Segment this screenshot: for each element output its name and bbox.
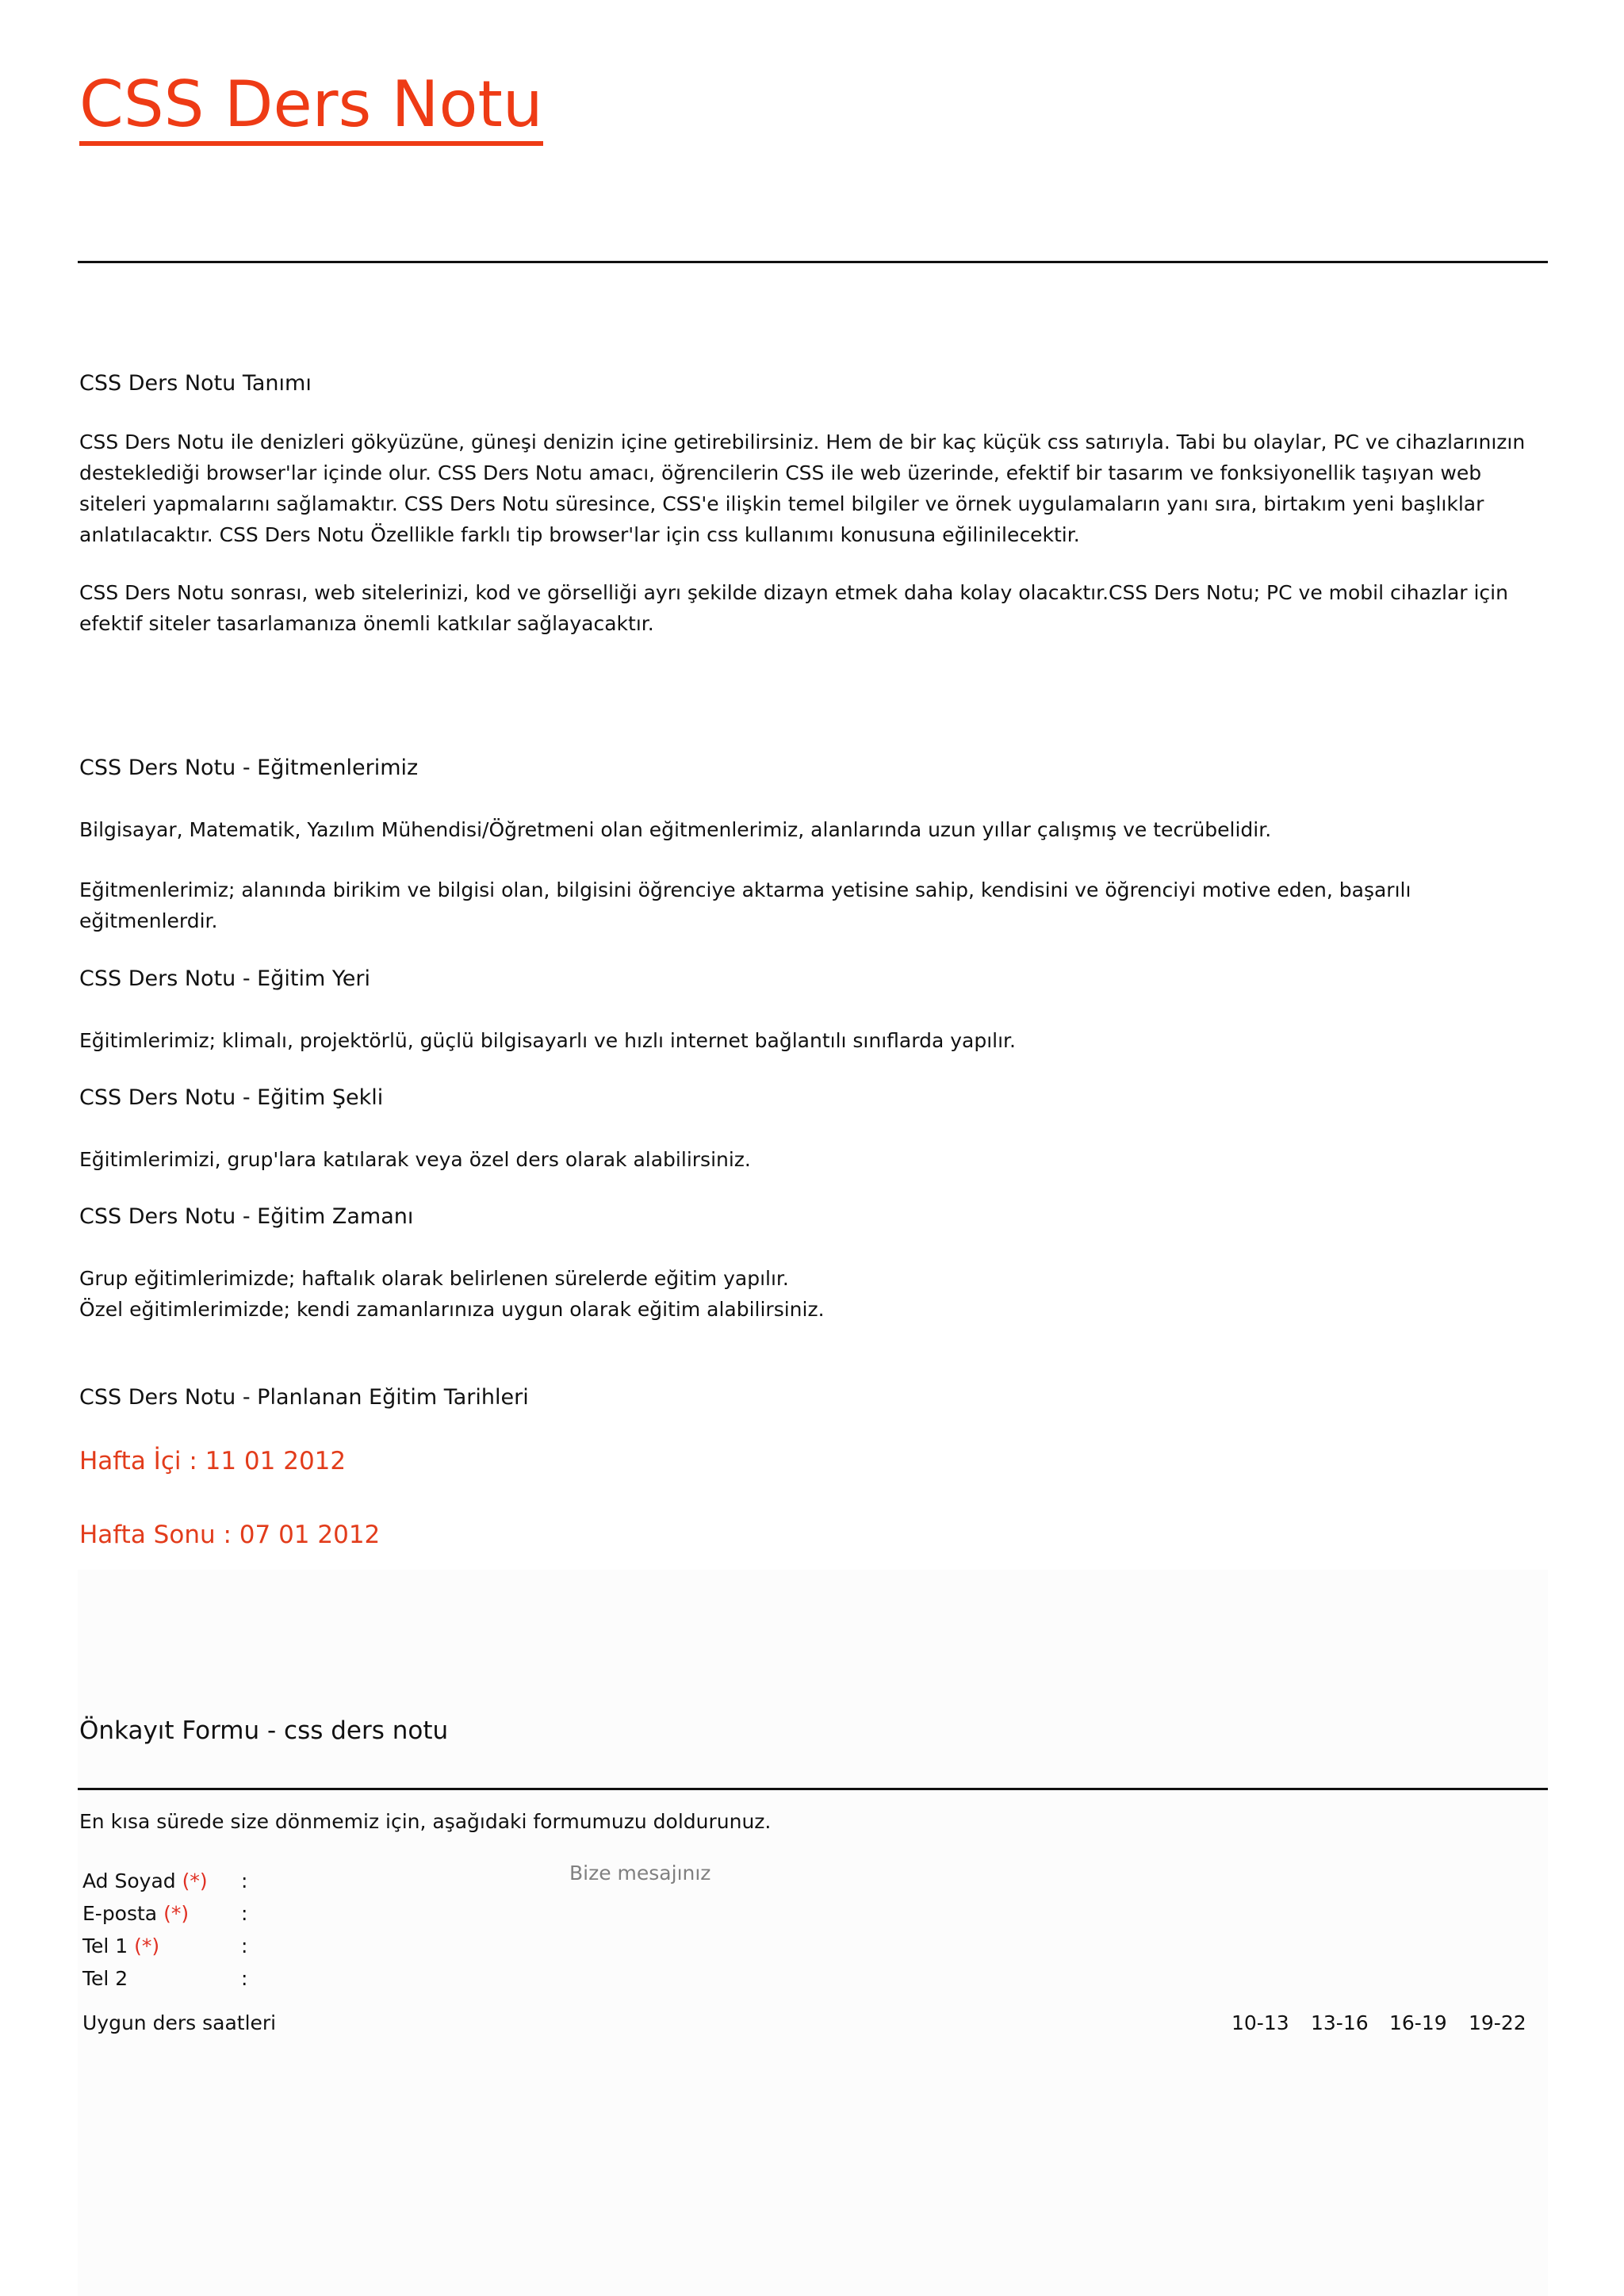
section-paragraph: Eğitimlerimizi, grup'lara katılarak veya özel ders olarak alabilirsiniz. <box>79 1148 751 1171</box>
section-title-egitim-yeri: CSS Ders Notu - Eğitim Yeri <box>79 966 370 991</box>
hour-option-13-16[interactable]: 13-16 <box>1311 2011 1369 2034</box>
field-label-tel2: Tel 2 <box>82 1967 128 1990</box>
site-title-link[interactable]: CSS Ders Notu <box>79 67 543 146</box>
site-title <box>79 67 543 143</box>
section-title-egitim-tarihleri: CSS Ders Notu - Planlanan Eğitim Tarihleri <box>79 1385 529 1410</box>
hour-option-10-13[interactable]: 10-13 <box>1231 2011 1289 2034</box>
field-colon: : <box>241 1869 248 1892</box>
section-paragraph: Eğitimlerimiz; klimalı, projektörlü, güçlü bilgisayarlı ve hızlı internet bağlantılı sınıflarda yapılır. <box>79 1029 1016 1052</box>
field-label-name: Ad Soyad (*) <box>82 1869 208 1892</box>
required-mark: (*) <box>134 1934 160 1957</box>
date-weekday: Hafta İçi : 11 01 2012 <box>79 1447 347 1475</box>
form-intro: En kısa sürede size dönmemiz için, aşağıdaki formumuzu doldurunuz. <box>79 1810 772 1833</box>
field-colon: : <box>241 1967 248 1990</box>
section-title-egitim-zamani: CSS Ders Notu - Eğitim Zamanı <box>79 1204 414 1229</box>
hours-label: Uygun ders saatleri <box>82 2011 277 2034</box>
date-weekend: Hafta Sonu : 07 01 2012 <box>79 1521 381 1549</box>
section-paragraph: Grup eğitimlerimizde; haftalık olarak belirlenen sürelerde eğitim yapılır. <box>79 1267 789 1290</box>
section-title-egitim-sekli: CSS Ders Notu - Eğitim Şekli <box>79 1085 384 1110</box>
required-mark: (*) <box>163 1902 190 1925</box>
form-divider <box>78 1788 1548 1790</box>
hour-option-19-22[interactable]: 19-22 <box>1469 2011 1526 2034</box>
form-title: Önkayıt Formu - css ders notu <box>79 1716 449 1745</box>
field-colon: : <box>241 1934 248 1957</box>
phone1-input[interactable] <box>261 1931 610 1960</box>
name-input[interactable] <box>261 1866 610 1895</box>
email-input[interactable] <box>261 1899 610 1927</box>
field-label-tel1: Tel 1 (*) <box>82 1934 160 1957</box>
message-textarea[interactable] <box>569 1862 1267 1973</box>
section-paragraph: Özel eğitimlerimizde; kendi zamanlarınıza uygun olarak eğitim alabilirsiniz. <box>79 1298 825 1321</box>
section-title-tanim: CSS Ders Notu Tanımı <box>79 371 312 396</box>
header-divider <box>78 261 1548 263</box>
hour-option-16-19[interactable]: 16-19 <box>1389 2011 1447 2034</box>
section-paragraph: CSS Ders Notu ile denizleri gökyüzüne, güneşi denizin içine getirebilirsiniz. Hem de bir kaç küçük css satırıyla. Tabi bu olaylar, PC ve cihazlarınızın desteklediği browser'lar içinde olur. CSS Ders Notu amacı, öğrencilerin CSS ile web üzerinde, efektif bir tasarım ve fonksiyonellik taşıyan web siteleri yapmalarını sağlamaktır. CSS Ders Notu süresince, CSS'e ilişkin temel bilgiler ve örnek uygulamaların yanı sıra, birtakım yeni başlıklar anlatılacaktır. CSS Ders Notu Özellikle farklı tip browser'lar için css kullanımı konusuna eğilinilecektir. <box>79 430 1526 546</box>
section-title-egitmenler: CSS Ders Notu - Eğitmenlerimiz <box>79 756 419 780</box>
section-paragraph: Eğitmenlerimiz; alanında birikim ve bilgisi olan, bilgisini öğrenciye aktarma yetisine sahip, kendisini ve öğrenciyi motive eden, başarılı eğitmenlerdir. <box>79 878 1411 932</box>
phone2-input[interactable] <box>261 1964 610 1992</box>
section-paragraph: CSS Ders Notu sonrası, web sitelerinizi, kod ve görselliği ayrı şekilde dizayn etmek daha kolay olacaktır.CSS Ders Notu; PC ve mobil cihazlar için efektif siteler tasarlamanıza önemli katkılar sağlayacaktır. <box>79 581 1508 635</box>
field-label-email: E-posta (*) <box>82 1902 190 1925</box>
section-paragraph: Bilgisayar, Matematik, Yazılım Mühendisi/Öğretmeni olan eğitmenlerimiz, alanlarında uzun yıllar çalışmış ve tecrübelidir. <box>79 818 1272 841</box>
required-mark: (*) <box>182 1869 208 1892</box>
field-colon: : <box>241 1902 248 1925</box>
